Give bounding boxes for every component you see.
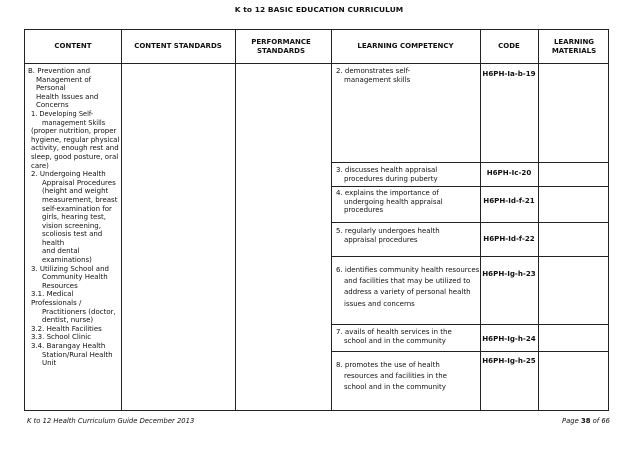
header-learning-competency: LEARNING COMPETENCY <box>357 42 454 51</box>
header-content: CONTENT <box>54 42 92 51</box>
content-line: girls, hearing test, <box>42 213 106 222</box>
header-performance-standards: PERFORMANCE STANDARDS <box>251 38 311 55</box>
document-title: K to 12 BASIC EDUCATION CURRICULUM <box>234 5 404 14</box>
content-line: 2. Undergoing Health <box>31 170 106 179</box>
col-divider <box>331 30 332 410</box>
col-divider <box>538 30 539 410</box>
code-cell: H6PH-Ia-b-19 <box>482 69 536 78</box>
col-divider <box>480 30 481 410</box>
col-divider <box>235 30 236 410</box>
row-divider <box>331 324 608 325</box>
competency-cell: 2. demonstrates self-management skills <box>336 67 411 84</box>
content-line: sleep, good posture, oral <box>31 152 119 161</box>
content-line: scoliosis test and health <box>42 230 103 247</box>
page-label: Page <box>562 417 579 425</box>
content-line: Health Issues and Concerns <box>36 92 99 110</box>
content-line: self-examination for <box>42 204 112 213</box>
content-line: dentist, nurse) <box>42 316 94 325</box>
content-line: Practitioners (doctor, <box>42 307 116 316</box>
page-current: 38 <box>580 417 591 425</box>
col-divider <box>121 30 122 410</box>
code-cell: H6PH-Ig-h-23 <box>482 269 536 278</box>
competency-cell: 8. promotes the use of health resources and facilities in the school and in the community <box>336 361 447 391</box>
content-line: B. Prevention and <box>28 67 91 75</box>
content-line: care) <box>31 161 49 170</box>
content-line: Community Health <box>42 273 108 282</box>
competency-cell: 5. regularly undergoes health appraisal procedures <box>336 227 440 244</box>
content-line: 1. Developing Self- <box>31 109 94 118</box>
code-cell: H6PH-Ig-h-25 <box>482 356 536 365</box>
content-line: (proper nutrition, proper <box>31 127 117 136</box>
header-divider <box>25 63 608 64</box>
content-line: management Skills <box>42 118 106 127</box>
content-line: Appraisal Procedures <box>42 178 116 187</box>
code-cell: H6PH-Ic-20 <box>486 168 532 177</box>
row-divider <box>331 162 608 163</box>
content-line: examinations) <box>42 256 92 265</box>
competency-cell: 4. explains the importance of undergoing health appraisal procedures <box>336 189 443 215</box>
content-line: (height and weight <box>42 187 109 196</box>
page-total: of 66 <box>592 417 610 425</box>
content-line: 3.3. School Clinic <box>31 333 92 342</box>
content-line: Resources <box>42 281 78 290</box>
row-divider <box>331 186 608 187</box>
content-line: 3.1. Medical Professionals / <box>31 290 82 308</box>
code-cell: H6PH-Id-f-21 <box>483 196 535 205</box>
content-line: vision screening, <box>42 221 101 230</box>
header-content-standards: CONTENT STANDARDS <box>134 42 222 51</box>
competency-cell: 7. avails of health services in the school and in the community <box>336 328 452 345</box>
row-divider <box>331 351 608 352</box>
content-line: activity, enough rest and <box>31 144 119 153</box>
code-cell: H6PH-Id-f-22 <box>483 234 535 243</box>
content-line: Unit <box>42 359 57 368</box>
footer-guide-title: K to 12 Health Curriculum Guide December 2013 <box>27 417 195 425</box>
content-line: measurement, breast <box>42 195 118 204</box>
content-line: 3.2. Health Facilities <box>31 324 102 333</box>
content-line: Management of Personal <box>36 75 92 93</box>
competency-cell: 6. identifies community health resources and facilities that may be utilized to address a variety of personal health issues and concerns <box>336 266 480 308</box>
header-code: CODE <box>498 42 520 51</box>
content-line: Station/Rural Health <box>42 350 113 359</box>
code-cell: H6PH-Ig-h-24 <box>482 334 536 343</box>
content-line: 3. Utilizing School and <box>31 264 109 273</box>
curriculum-table <box>24 29 609 411</box>
content-cell <box>28 67 120 368</box>
content-line: hygiene, regular physical <box>31 135 120 144</box>
content-line: 3.4. Barangay Health <box>31 342 106 350</box>
competency-cell: 3. discusses health appraisal procedures during puberty <box>336 166 438 183</box>
row-divider <box>331 256 608 257</box>
row-divider <box>331 222 608 223</box>
footer-page-number <box>562 417 610 425</box>
content-line: and dental <box>42 247 80 256</box>
header-learning-materials: LEARNING MATERIALS <box>551 38 597 55</box>
